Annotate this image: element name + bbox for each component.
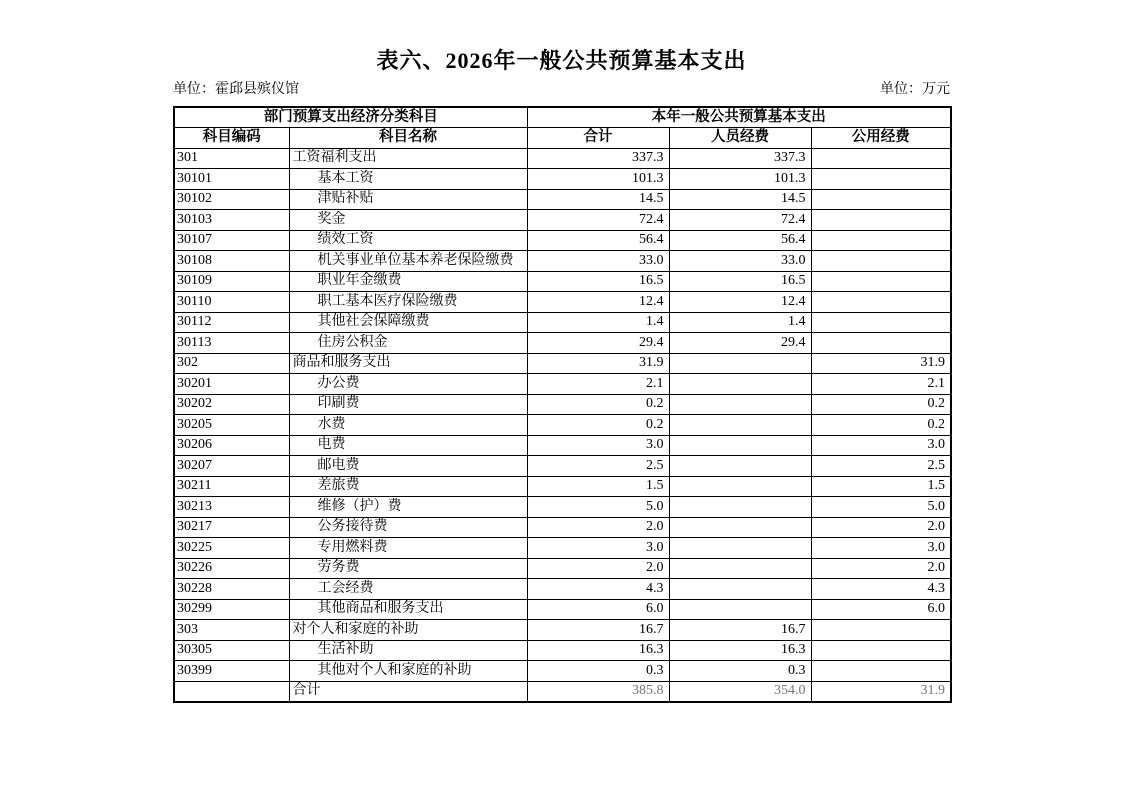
subject-code-cell: 302 [174, 353, 289, 374]
table-row [174, 312, 951, 333]
total-value-cell: 5.0 [527, 497, 669, 518]
budget-table [173, 106, 952, 703]
total-value-cell: 0.2 [527, 415, 669, 436]
subject-code-cell: 30226 [174, 558, 289, 579]
subject-code-cell: 30305 [174, 640, 289, 661]
public-value-cell: 31.9 [811, 681, 951, 702]
personnel-value-cell: 16.3 [669, 640, 811, 661]
personnel-value-cell [669, 558, 811, 579]
subject-name-cell: 工会经费 [289, 579, 527, 600]
table-row [174, 661, 951, 682]
public-value-cell: 1.5 [811, 476, 951, 497]
subject-name-cell: 工资福利支出 [289, 148, 527, 169]
table-row [174, 230, 951, 251]
subject-code-cell: 30206 [174, 435, 289, 456]
table-row [174, 620, 951, 641]
total-value-cell: 2.1 [527, 374, 669, 395]
total-value-cell: 56.4 [527, 230, 669, 251]
subject-code-cell: 30201 [174, 374, 289, 395]
table-row [174, 394, 951, 415]
public-value-cell: 0.2 [811, 415, 951, 436]
subject-code-cell: 30399 [174, 661, 289, 682]
subject-code-cell: 30225 [174, 538, 289, 559]
subject-name-cell: 对个人和家庭的补助 [289, 620, 527, 641]
subject-name-cell: 其他对个人和家庭的补助 [289, 661, 527, 682]
public-value-cell [811, 210, 951, 231]
table-row [174, 579, 951, 600]
table-row [174, 210, 951, 231]
col-header-total: 合计 [527, 127, 669, 148]
total-value-cell: 6.0 [527, 599, 669, 620]
public-value-cell: 2.5 [811, 456, 951, 477]
subject-name-cell: 生活补助 [289, 640, 527, 661]
group-header-economic-classification: 部门预算支出经济分类科目 [174, 107, 527, 127]
table-row [174, 517, 951, 538]
personnel-value-cell: 337.3 [669, 148, 811, 169]
subject-code-cell: 30107 [174, 230, 289, 251]
public-value-cell: 6.0 [811, 599, 951, 620]
subject-code-cell: 30202 [174, 394, 289, 415]
total-value-cell: 2.0 [527, 558, 669, 579]
unit-name-label: 单位：霍邱县殡仪馆 [173, 82, 299, 97]
public-value-cell [811, 169, 951, 190]
table-row [174, 292, 951, 313]
column-header-row [174, 127, 951, 148]
col-header-subject-code: 科目编码 [174, 127, 289, 148]
subject-name-cell: 专用燃料费 [289, 538, 527, 559]
personnel-value-cell: 29.4 [669, 333, 811, 354]
table-row [174, 251, 951, 272]
subject-name-cell: 印刷费 [289, 394, 527, 415]
table-row [174, 640, 951, 661]
total-value-cell: 16.7 [527, 620, 669, 641]
total-value-cell: 101.3 [527, 169, 669, 190]
subject-name-cell: 电费 [289, 435, 527, 456]
personnel-value-cell [669, 497, 811, 518]
subject-name-cell: 津贴补贴 [289, 189, 527, 210]
subject-code-cell: 30102 [174, 189, 289, 210]
public-value-cell: 2.0 [811, 558, 951, 579]
table-row [174, 558, 951, 579]
table-row [174, 271, 951, 292]
subject-name-cell: 基本工资 [289, 169, 527, 190]
subject-code-cell: 30108 [174, 251, 289, 272]
total-value-cell: 1.4 [527, 312, 669, 333]
subject-name-cell: 邮电费 [289, 456, 527, 477]
personnel-value-cell [669, 599, 811, 620]
public-value-cell: 4.3 [811, 579, 951, 600]
subject-code-cell: 30103 [174, 210, 289, 231]
public-value-cell: 2.1 [811, 374, 951, 395]
subject-code-cell: 30113 [174, 333, 289, 354]
subject-name-cell: 职工基本医疗保险缴费 [289, 292, 527, 313]
public-value-cell [811, 312, 951, 333]
public-value-cell [811, 230, 951, 251]
table-row [174, 435, 951, 456]
col-header-personnel-expense: 人员经费 [669, 127, 811, 148]
table-row [174, 415, 951, 436]
subject-name-cell: 维修（护）费 [289, 497, 527, 518]
page-title: 表六、2026年一般公共预算基本支出 [376, 48, 747, 73]
unit-row [173, 81, 950, 99]
total-value-cell: 3.0 [527, 435, 669, 456]
personnel-value-cell [669, 394, 811, 415]
public-value-cell: 2.0 [811, 517, 951, 538]
subject-name-cell: 公务接待费 [289, 517, 527, 538]
col-header-public-expense: 公用经费 [811, 127, 951, 148]
public-value-cell: 0.2 [811, 394, 951, 415]
personnel-value-cell: 101.3 [669, 169, 811, 190]
total-value-cell: 16.3 [527, 640, 669, 661]
public-value-cell [811, 640, 951, 661]
total-value-cell: 0.2 [527, 394, 669, 415]
personnel-value-cell: 12.4 [669, 292, 811, 313]
total-row [174, 681, 951, 702]
subject-name-cell: 奖金 [289, 210, 527, 231]
total-value-cell: 0.3 [527, 661, 669, 682]
table-row [174, 353, 951, 374]
total-value-cell: 2.0 [527, 517, 669, 538]
subject-code-cell: 30109 [174, 271, 289, 292]
public-value-cell: 5.0 [811, 497, 951, 518]
personnel-value-cell: 354.0 [669, 681, 811, 702]
subject-name-cell: 其他社会保障缴费 [289, 312, 527, 333]
public-value-cell [811, 292, 951, 313]
personnel-value-cell [669, 579, 811, 600]
subject-code-cell: 30110 [174, 292, 289, 313]
subject-name-cell: 住房公积金 [289, 333, 527, 354]
personnel-value-cell [669, 353, 811, 374]
personnel-value-cell: 16.5 [669, 271, 811, 292]
group-header-current-year-budget: 本年一般公共预算基本支出 [527, 107, 951, 127]
total-value-cell: 385.8 [527, 681, 669, 702]
public-value-cell [811, 661, 951, 682]
table-row [174, 538, 951, 559]
personnel-value-cell [669, 538, 811, 559]
total-value-cell: 14.5 [527, 189, 669, 210]
public-value-cell [811, 251, 951, 272]
personnel-value-cell: 56.4 [669, 230, 811, 251]
table-row [174, 476, 951, 497]
personnel-value-cell: 1.4 [669, 312, 811, 333]
personnel-value-cell: 33.0 [669, 251, 811, 272]
public-value-cell [811, 620, 951, 641]
unit-currency-label: 单位：万元 [880, 82, 950, 97]
table-body [174, 148, 951, 702]
public-value-cell [811, 333, 951, 354]
table-row [174, 333, 951, 354]
subject-code-cell: 30228 [174, 579, 289, 600]
public-value-cell [811, 148, 951, 169]
total-value-cell: 33.0 [527, 251, 669, 272]
subject-name-cell: 商品和服务支出 [289, 353, 527, 374]
subject-code-cell: 30213 [174, 497, 289, 518]
subject-name-cell: 劳务费 [289, 558, 527, 579]
subject-code-cell: 30217 [174, 517, 289, 538]
public-value-cell: 3.0 [811, 435, 951, 456]
subject-code-cell: 30207 [174, 456, 289, 477]
table-row [174, 456, 951, 477]
subject-code-cell: 30299 [174, 599, 289, 620]
subject-name-cell: 合计 [289, 681, 527, 702]
table-row [174, 148, 951, 169]
table-row [174, 189, 951, 210]
total-value-cell: 1.5 [527, 476, 669, 497]
public-value-cell: 31.9 [811, 353, 951, 374]
subject-code-cell: 303 [174, 620, 289, 641]
subject-name-cell: 其他商品和服务支出 [289, 599, 527, 620]
group-header-row [174, 107, 951, 127]
personnel-value-cell [669, 517, 811, 538]
table-row [174, 497, 951, 518]
total-value-cell: 4.3 [527, 579, 669, 600]
personnel-value-cell: 0.3 [669, 661, 811, 682]
subject-name-cell: 差旅费 [289, 476, 527, 497]
subject-name-cell: 职业年金缴费 [289, 271, 527, 292]
personnel-value-cell: 16.7 [669, 620, 811, 641]
total-value-cell: 31.9 [527, 353, 669, 374]
public-value-cell [811, 189, 951, 210]
subject-code-cell: 30205 [174, 415, 289, 436]
personnel-value-cell [669, 374, 811, 395]
subject-code-cell: 30101 [174, 169, 289, 190]
personnel-value-cell: 14.5 [669, 189, 811, 210]
personnel-value-cell [669, 435, 811, 456]
subject-code-cell: 30112 [174, 312, 289, 333]
personnel-value-cell [669, 415, 811, 436]
table-row [174, 374, 951, 395]
personnel-value-cell [669, 476, 811, 497]
personnel-value-cell: 72.4 [669, 210, 811, 231]
col-header-subject-name: 科目名称 [289, 127, 527, 148]
table-row [174, 599, 951, 620]
total-value-cell: 29.4 [527, 333, 669, 354]
personnel-value-cell [669, 456, 811, 477]
subject-code-cell: 30211 [174, 476, 289, 497]
total-value-cell: 12.4 [527, 292, 669, 313]
table-row [174, 169, 951, 190]
subject-name-cell: 办公费 [289, 374, 527, 395]
subject-name-cell: 绩效工资 [289, 230, 527, 251]
subject-name-cell: 机关事业单位基本养老保险缴费 [289, 251, 527, 272]
total-value-cell: 16.5 [527, 271, 669, 292]
total-value-cell: 72.4 [527, 210, 669, 231]
total-value-cell: 337.3 [527, 148, 669, 169]
total-value-cell: 3.0 [527, 538, 669, 559]
public-value-cell: 3.0 [811, 538, 951, 559]
subject-name-cell: 水费 [289, 415, 527, 436]
subject-code-cell [174, 681, 289, 702]
public-value-cell [811, 271, 951, 292]
subject-code-cell: 301 [174, 148, 289, 169]
total-value-cell: 2.5 [527, 456, 669, 477]
